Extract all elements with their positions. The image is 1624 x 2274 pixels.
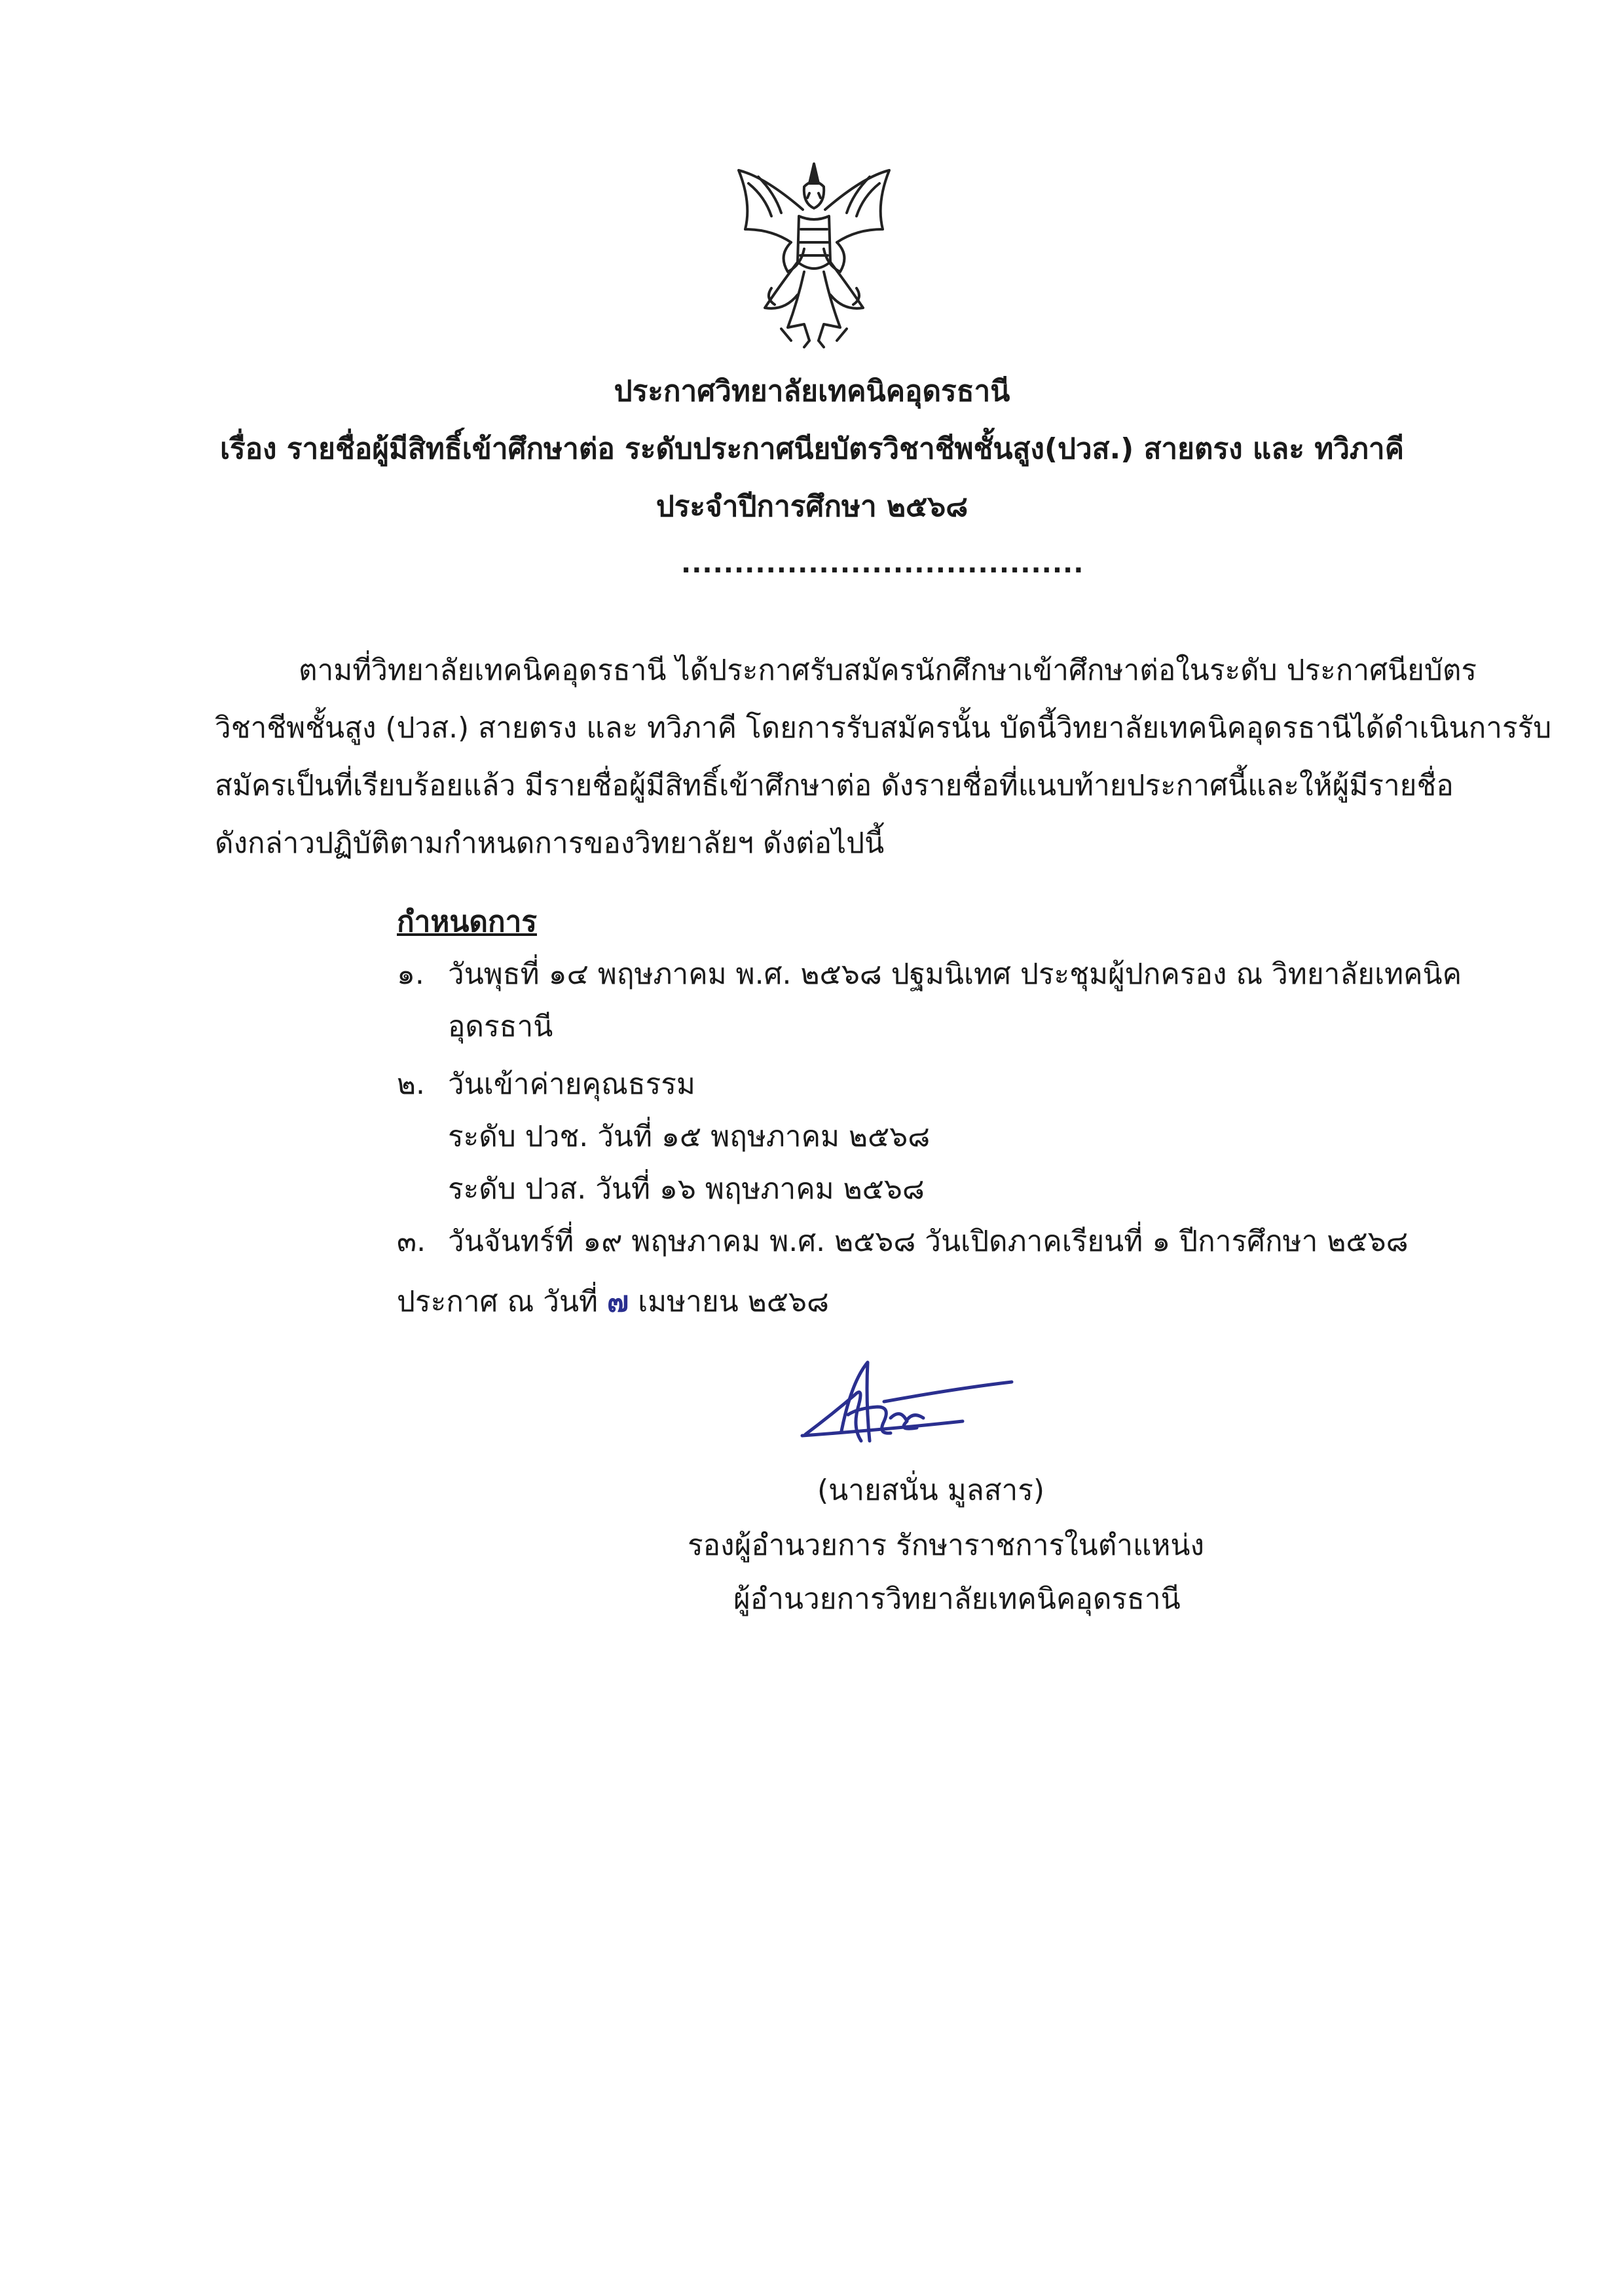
announcement-subject: เรื่อง รายชื่อผู้มีสิทธิ์เข้าศึกษาต่อ ระดับประกาศนียบัตรวิชาชีพชั้นสูง(ปวส.) สายตรง และ ทวิภาคี — [219, 432, 1405, 466]
announcement-date — [397, 1284, 829, 1320]
body-line-2: วิชาชีพชั้นสูง (ปวส.) สายตรง และ ทวิภาคี โดยการรับสมัครนั้น บัดนี้วิทยาลัยเทคนิคอุดรธานีได้ดำเนินการรับ — [215, 711, 1552, 745]
handwritten-day: ๗ — [607, 1285, 629, 1318]
announcement-date-suffix: เมษายน ๒๕๖๘ — [629, 1285, 829, 1318]
announcement-title: ประกาศวิทยาลัยเทคนิคอุดรธานี — [614, 375, 1010, 408]
body-line-3: สมัครเป็นที่เรียบร้อยแล้ว มีรายชื่อผู้มีสิทธิ์เข้าศึกษาต่อ ดังรายชื่อที่แนบท้ายประกาศนี้และให้ผู้มีรายชื่อ — [215, 769, 1454, 802]
academic-year-line: ประจำปีการศึกษา ๒๕๖๘ — [655, 490, 969, 523]
handwritten-signature-icon — [792, 1356, 1094, 1487]
signer-position-line-2: ผู้อำนวยการวิทยาลัยเทคนิคอุดรธานี — [733, 1582, 1181, 1616]
schedule-item-text: วันเข้าค่ายคุณธรรม — [448, 1068, 695, 1101]
signer-position-line-1: รองผู้อำนวยการ รักษาราชการในตำแหน่ง — [688, 1529, 1204, 1562]
schedule-item-number: ๓. — [397, 1225, 426, 1258]
schedule-item-text: วันจันทร์ที่ ๑๙ พฤษภาคม พ.ศ. ๒๕๖๘ วันเปิดภาคเรียนที่ ๑ ปีการศึกษา ๒๕๖๘ — [448, 1225, 1409, 1258]
body-line-1: ตามที่วิทยาลัยเทคนิคอุดรธานี ได้ประกาศรับสมัครนักศึกษาเข้าศึกษาต่อในระดับ ประกาศนียบัตร — [299, 654, 1477, 687]
signer-name: (นายสนั่น มูลสาร) — [817, 1474, 1045, 1507]
schedule-item-text: วันพุธที่ ๑๔ พฤษภาคม พ.ศ. ๒๕๖๘ ปฐมนิเทศ ประชุมผู้ปกครอง ณ วิทยาลัยเทคนิค — [448, 958, 1462, 991]
schedule-subitem: ระดับ ปวส. วันที่ ๑๖ พฤษภาคม ๒๕๖๘ — [448, 1172, 925, 1206]
announcement-date-prefix: ประกาศ ณ วันที่ — [397, 1285, 608, 1318]
body-line-4: ดังกล่าวปฏิบัติตามกำหนดการของวิทยาลัยฯ ดังต่อไปนี้ — [215, 827, 885, 860]
schedule-title: กำหนดการ — [397, 905, 537, 939]
separator-dots: ...................................... — [681, 549, 1084, 579]
schedule-subitem: ระดับ ปวช. วันที่ ๑๕ พฤษภาคม ๒๕๖๘ — [448, 1120, 931, 1153]
schedule-item-number: ๑. — [397, 958, 424, 991]
schedule-item-continuation: อุดรธานี — [448, 1010, 553, 1043]
garuda-emblem-icon — [726, 157, 902, 354]
schedule-item-number: ๒. — [397, 1068, 425, 1101]
